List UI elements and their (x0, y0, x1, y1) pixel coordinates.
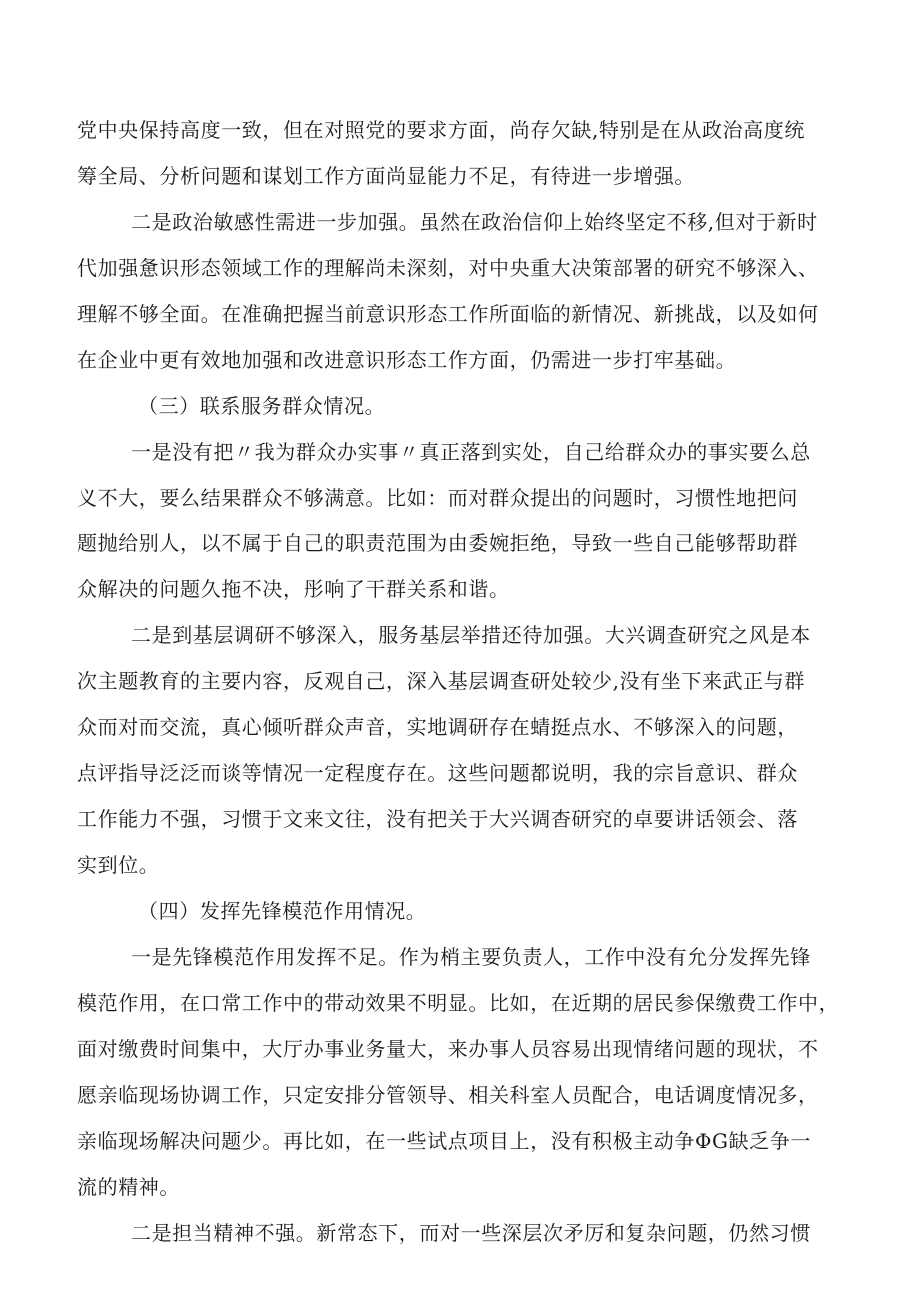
text-line: 点评指导泛泛而谈等情况一定程度存在。这些问题都说明，我的宗旨意识、群众 (77, 761, 798, 785)
text-line: 党中央保持高度一致，但在对照党的要求方面，尚存欠缺,特别是在从政治高度统 (77, 118, 805, 142)
text-line: 二是担当精神不强。新常态下，而对一些深层次矛厉和复杂问题，仍然习惯 (131, 1221, 811, 1245)
text-line: 模范作用，在口常工作中的带动效果不明显。比如，在近期的居民参保缴费工作中， (77, 991, 840, 1015)
text-line: 二是到基层调研不够深入，服务基层举措还待加强。大兴调查研究之风是本 (131, 623, 811, 647)
text-line: 筹全局、分析问题和谋划工作方面尚显能力不足，有待进一步增强。 (77, 164, 695, 188)
text-line: 在企业中更有效地加强和改进意识形态工作方面，仍需进一步打牢基础。 (77, 348, 737, 372)
text-line: 次主题教育的主要内容，反观自己，深入基层调查研处较少,没有坐下来武正与群 (77, 669, 805, 693)
text-line: 面对缴费时间集中，大厅办事业务量大，来办事人员容易出现情绪问题的现状，不 (77, 1037, 819, 1061)
text-line: 愿亲临现场协调工作，只定安排分管领导、相关科室人员配合，电话调度情况多， (77, 1083, 819, 1107)
text-line: 流的精神。 (77, 1175, 180, 1199)
text-line: 理解不够全面。在准确把握当前意识形态工作所面临的新情况、新挑战，以及如何 (77, 302, 819, 326)
text-line: 二是政治敏感性需进一步加强。虽然在政治信仰上始终坚定不移,但对于新时 (131, 210, 818, 234)
text-line: 实到位。 (77, 853, 160, 877)
text-line: 一是先锋模范作用发挥不足。作为梢主要负责人，工作中没有允分发挥先锋 (131, 945, 811, 969)
text-line: 代加强惫识形态领域工作的理解尚未深刻，对中央重大决策部署的研究不够深入、 (77, 256, 819, 280)
section-heading: （三）联系服务群众情况。 (138, 394, 386, 418)
text-line: 众而对而交流，真心倾听群众声音，实地调研存在蜻挺点水、不够深入的问题， (77, 715, 798, 739)
text-line: 义不大，要么结果群众不够满意。比如：而对群众提出的问题时，习惯性地把问 (77, 486, 798, 510)
text-line: 众解决的问题久拖不决，彤响了干群关系和谐。 (77, 577, 510, 601)
text-line: 一是没有把〃我为群众办实事〃真正落到实处，自己给群众办的事实要么总 (131, 440, 811, 464)
text-line: 工作能力不强，习惯于文来文往，没有把关于大兴调杳研究的卓要讲话领会、落 (77, 807, 798, 831)
section-heading: （四）发挥先锋模范作用情况。 (138, 899, 427, 923)
text-line: 题抛给别人，以不属于自己的职责范围为由委婉拒绝，导致一些自己能够帮助群 (77, 531, 798, 555)
text-line: 亲临现场解决问题少。再比如，在一些试点项目上，没有积极主动争ΦG缺乏争一 (77, 1129, 811, 1153)
